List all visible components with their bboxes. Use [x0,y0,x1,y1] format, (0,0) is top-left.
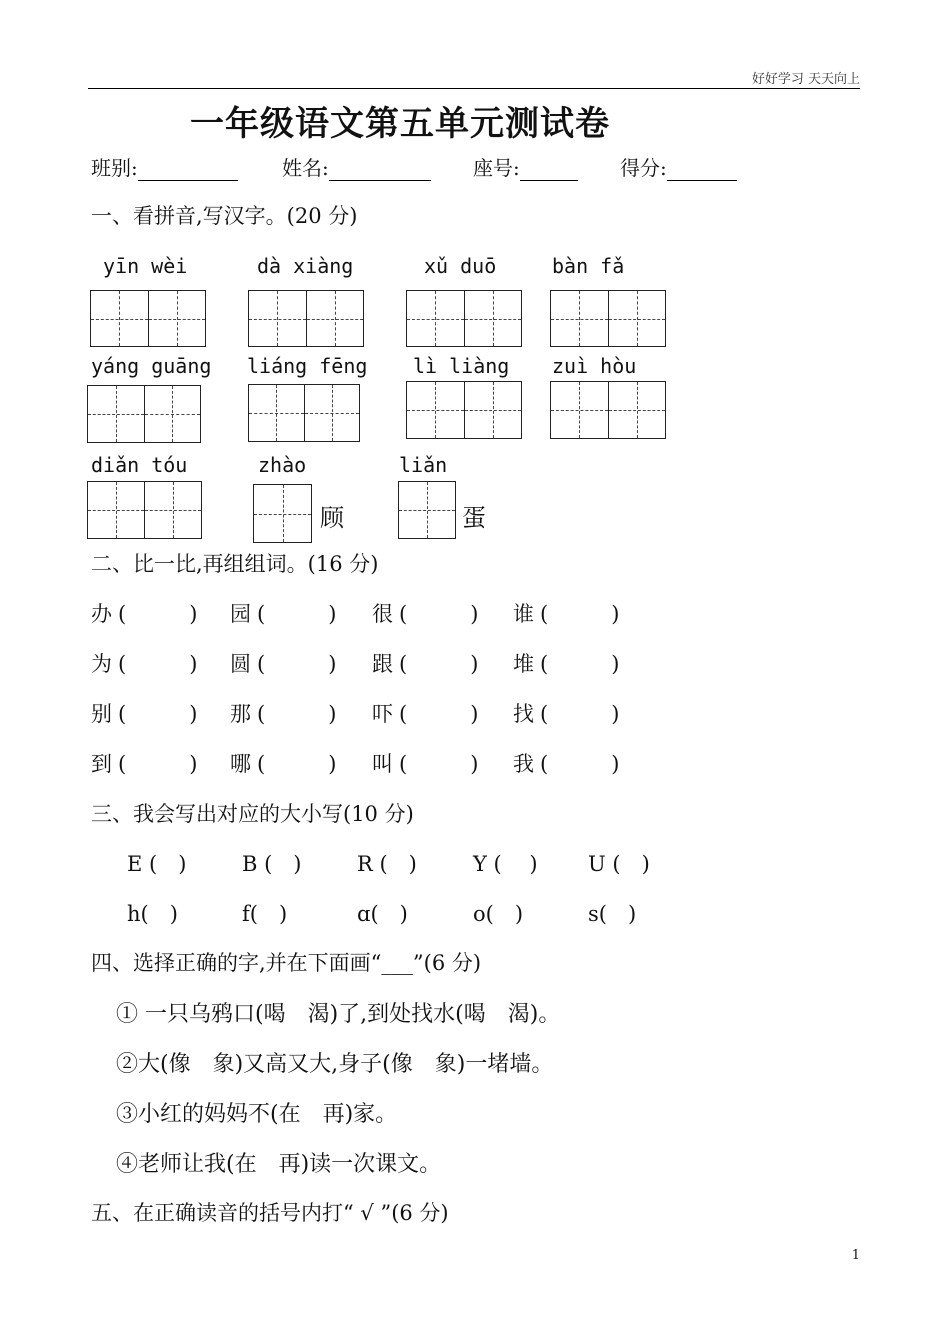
answer-blank[interactable]: ( ) [399,652,479,676]
answer-blank[interactable]: ( ) [540,652,620,676]
score-blank[interactable] [667,160,737,181]
section-4-heading: 四、选择正确的字,并在下面画“___”(6 分) [91,951,482,975]
answer-blank[interactable]: ( ) [540,602,620,626]
compare-char: 吓 [372,702,393,726]
compare-char: 很 [372,602,393,626]
writing-grid[interactable] [253,484,312,543]
uppercase-letter: R ( ) [357,852,417,876]
answer-blank[interactable]: ( ) [257,652,337,676]
compare-char: 园 [230,602,251,626]
pinyin-label: bàn fǎ [552,254,625,278]
name-blank[interactable] [329,160,431,181]
answer-blank[interactable]: ( ) [118,652,198,676]
pinyin-label: xǔ duō [424,254,497,278]
score-field [620,152,737,181]
compare-char: 我 [513,752,534,776]
answer-blank[interactable]: ( ) [399,702,479,726]
pinyin-label: lì liàng [413,354,510,378]
header-motto: 好好学习 天天向上 [751,72,860,87]
class-label: 班别: [91,156,138,180]
pinyin-label: liǎn [399,453,448,477]
compare-char: 跟 [372,652,393,676]
pinyin-label: diǎn tóu [91,453,188,477]
page-title: 一年级语文第五单元测试卷 [190,104,610,144]
answer-blank[interactable]: ( ) [118,602,198,626]
writing-grid[interactable] [90,290,206,347]
section-2-heading: 二、比一比,再组组词。(16 分) [91,552,379,576]
lowercase-letter: s( ) [588,902,637,926]
question-item: ④老师让我(在 再)读一次课文。 [116,1152,442,1177]
writing-grid[interactable] [87,385,201,443]
answer-blank[interactable]: ( ) [399,752,479,776]
writing-grid[interactable] [406,290,522,347]
answer-blank[interactable]: ( ) [540,752,620,776]
pinyin-label: yīn wèi [103,254,188,278]
uppercase-letter: Y ( ) [473,852,538,876]
writing-grid[interactable] [550,381,666,439]
uppercase-letter: U ( ) [588,852,650,876]
answer-blank[interactable]: ( ) [257,702,337,726]
answer-blank[interactable]: ( ) [118,702,198,726]
seat-label: 座号: [473,156,520,180]
lowercase-letter: f( ) [242,902,288,926]
writing-grid[interactable] [550,290,666,347]
uppercase-letter: E ( ) [127,852,187,876]
header-divider [88,88,860,89]
given-char: 蛋 [462,504,486,532]
compare-char: 那 [230,702,251,726]
compare-char: 办 [91,602,112,626]
given-char: 顾 [320,504,344,532]
compare-char: 找 [513,702,534,726]
writing-grid[interactable] [406,381,522,439]
pinyin-label: liáng fēng [247,354,368,378]
compare-char: 谁 [513,602,534,626]
seat-blank[interactable] [520,160,578,181]
class-blank[interactable] [138,160,238,181]
answer-blank[interactable]: ( ) [399,602,479,626]
answer-blank[interactable]: ( ) [257,602,337,626]
section-1-heading: 一、看拼音,写汉字。(20 分) [91,204,358,228]
compare-char: 到 [91,752,112,776]
section-5-heading: 五、在正确读音的括号内打“ √ ”(6 分) [91,1201,449,1225]
section-3-heading: 三、我会写出对应的大小写(10 分) [91,802,414,826]
writing-grid[interactable] [248,290,364,347]
question-item: ① 一只乌鸦口(喝 渴)了,到处找水(喝 渴)。 [116,1002,561,1027]
uppercase-letter: B ( ) [242,852,302,876]
answer-blank[interactable]: ( ) [540,702,620,726]
question-item: ②大(像 象)又高又大,身子(像 象)一堵墙。 [116,1052,554,1077]
name-field [282,152,431,181]
writing-grid[interactable] [398,481,456,539]
writing-grid[interactable] [248,384,360,442]
seat-field [473,152,578,181]
question-item: ③小红的妈妈不(在 再)家。 [116,1102,398,1127]
pinyin-label: dà xiàng [257,254,354,278]
pinyin-label: zhào [258,453,307,477]
name-label: 姓名: [282,156,329,180]
compare-char: 堆 [513,652,534,676]
writing-grid[interactable] [87,481,202,539]
lowercase-letter: o( ) [473,902,524,926]
page-number: 1 [851,1248,860,1263]
compare-char: 别 [91,702,112,726]
compare-char: 叫 [372,752,393,776]
compare-char: 圆 [230,652,251,676]
answer-blank[interactable]: ( ) [118,752,198,776]
pinyin-label: yáng guāng [91,354,212,378]
compare-char: 为 [91,652,112,676]
answer-blank[interactable]: ( ) [257,752,337,776]
score-label: 得分: [620,156,667,180]
lowercase-letter: ɑ( ) [357,902,408,926]
lowercase-letter: h( ) [127,902,178,926]
class-field [91,152,238,181]
pinyin-label: zuì hòu [552,354,637,378]
compare-char: 哪 [230,752,251,776]
